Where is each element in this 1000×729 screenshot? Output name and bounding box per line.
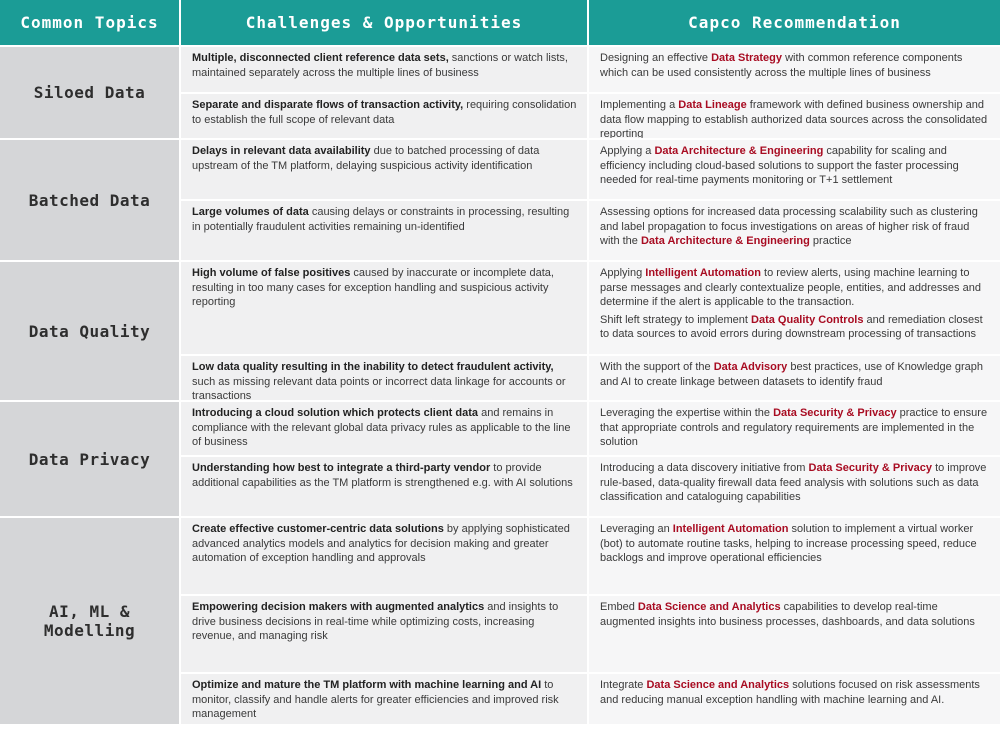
challenges-data-quality — [181, 262, 589, 402]
challenge-text: requiring consolidation to establish the full scope of relevant data — [192, 99, 577, 126]
recommendation-text: Integrate — [600, 679, 647, 691]
practice-highlight: Data Security & Privacy — [773, 407, 897, 419]
practice-highlight: Intelligent Automation — [672, 523, 789, 535]
recommendation-text: practice to ensure that appropriate controls and regulatory requirements are implemented in the solution — [600, 407, 988, 448]
recommendation-text: to improve rule-based, data-quality firewall data feed analysis with solutions such as data classification and cataloguing capabilities — [600, 462, 987, 503]
topic-ai-ml-modelling: AI, ML & Modelling — [0, 518, 181, 726]
practice-highlight: Data Science and Analytics — [646, 679, 790, 691]
challenge-text: to monitor, classify and handle alerts for greater efficiencies and improved risk management — [192, 679, 559, 720]
recommendation-text: practice — [809, 235, 852, 247]
practice-highlight: Data Strategy — [711, 52, 783, 64]
practice-highlight: Data Architecture & Engineering — [640, 235, 810, 247]
recommendation-text: Assessing options for increased data processing scalability such as clustering and label propagation to focus investigations on areas of higher risk of fraud with the — [600, 206, 978, 247]
recommendation-text: Applying — [600, 267, 646, 279]
recommendation-cell — [589, 262, 1000, 356]
recommendation-text: Implementing a — [600, 99, 679, 111]
challenge-bold: Empowering decision makers with augmented analytics — [192, 601, 485, 613]
challenge-cell — [181, 518, 587, 596]
topic-data-quality: Data Quality — [0, 262, 181, 402]
challenge-cell — [181, 457, 587, 516]
recommendation-text: Applying a — [600, 145, 655, 157]
practice-highlight: Data Lineage — [678, 99, 747, 111]
challenge-text: and remains in compliance with the relevant global data privacy rules as applicable to the line of business — [192, 407, 571, 448]
challenge-text: and insights to drive business decisions in real-time while optimizing costs, increasing revenue, and managing risk — [192, 601, 559, 642]
topic-siloed-data: Siloed Data — [0, 47, 181, 140]
recommendation-cell — [589, 674, 1000, 724]
challenge-text: by applying sophisticated advanced analytics models and analytics for decision making and greater automation of exception handling and approvals — [192, 523, 570, 564]
challenge-bold: Separate and disparate flows of transaction activity, — [192, 99, 464, 111]
recommendation-cell — [589, 596, 1000, 674]
challenge-text: sanctions or watch lists, maintained separately across the multiple lines of business — [192, 52, 568, 79]
recommendation-cell — [589, 47, 1000, 94]
challenge-text: such as missing relevant data points or incorrect data linkage for accounts or transactions — [192, 375, 566, 400]
recommendations-data-privacy — [589, 402, 1000, 518]
header-common-topics: Common Topics — [0, 0, 181, 47]
recommendation-text: Leveraging an — [600, 523, 673, 535]
header-recommendation: Capco Recommendation — [589, 0, 1000, 47]
recommendation-cell — [589, 201, 1000, 260]
recommendation-text: with common reference components which can be used consistently across the multiple lines of business — [600, 52, 963, 79]
challenge-text: due to batched processing of data upstream of the TM platform, delaying suspicious activity identification — [192, 145, 540, 172]
practice-highlight: Data Architecture & Engineering — [654, 145, 824, 157]
practice-highlight: Data Security & Privacy — [808, 462, 933, 474]
practice-highlight: Data Advisory — [713, 361, 788, 373]
recommendation-second-paragraph — [600, 313, 990, 342]
challenges-ai-ml-modelling — [181, 518, 589, 726]
recommendation-text: Designing an effective — [600, 52, 712, 64]
recommendation-text: With the support of the — [600, 361, 714, 373]
challenge-bold: High volume of false positives — [192, 267, 351, 279]
recommendation-text: Embed — [600, 601, 638, 613]
recommendations-data-quality — [589, 262, 1000, 402]
recommendation-text: solution to implement a virtual worker (bot) to automate routine tasks, helping to increase processing speed, reduce backlogs and improve operational efficiencies — [600, 523, 977, 564]
recommendation-text: capability for scaling and efficiency including cloud-based solutions to support the faster processing needed for real-time payments monitoring or T+1 settlement — [600, 145, 959, 186]
practice-highlight: Intelligent Automation — [645, 267, 761, 279]
header-challenges: Challenges & Opportunities — [181, 0, 589, 47]
challenge-cell — [181, 596, 587, 674]
recommendations-ai-ml-modelling — [589, 518, 1000, 726]
recommendation-text: Shift left strategy to implement — [600, 313, 752, 326]
challenge-bold: Create effective customer-centric data solutions — [192, 523, 444, 535]
practice-highlight: Data Science and Analytics — [637, 601, 781, 613]
recommendation-cell — [589, 457, 1000, 516]
challenge-cell — [181, 201, 587, 260]
challenge-cell — [181, 402, 587, 457]
recommendation-cell — [589, 402, 1000, 457]
challenge-cell — [181, 674, 587, 724]
recommendation-cell — [589, 94, 1000, 138]
recommendation-text: framework with defined business ownership and data flow mapping to establish authorized data sources across the consolidated reporting — [600, 99, 988, 138]
challenge-text: causing delays or constraints in processing, resulting in potentially fraudulent activities remaining un-identified — [192, 206, 570, 233]
recommendation-text: Leveraging the expertise within the — [600, 407, 774, 419]
challenge-bold: Delays in relevant data availability — [192, 145, 371, 157]
recommendation-text: and remediation closest to data sources to avoid errors during downstream processing of transactions — [600, 313, 983, 340]
recommendation-text: Introducing a data discovery initiative from — [600, 462, 809, 474]
challenge-cell — [181, 262, 587, 356]
challenge-bold: Understanding how best to integrate a third-party vendor — [192, 462, 491, 474]
challenges-siloed-data — [181, 47, 589, 140]
challenge-bold: Introducing a cloud solution which protects client data — [192, 407, 479, 419]
challenge-bold: Large volumes of data — [192, 206, 309, 218]
recommendations-batched-data — [589, 140, 1000, 262]
recommendations-siloed-data — [589, 47, 1000, 140]
recommendation-text: capabilities to develop real-time augmented insights into business processes, dashboards, and data solutions — [600, 601, 975, 628]
recommendation-text: to review alerts, using machine learning to parse messages and clearly contextualize people, entities, and addresses and determine if the alert is applicable to the transaction. — [600, 267, 981, 308]
recommendation-text: solutions focused on risk assessments and reducing manual exception handling with machine learning and AI. — [600, 679, 980, 706]
challenge-text: caused by inaccurate or incomplete data, resulting in too many cases for exception handling and suspicious activity reporting — [192, 267, 554, 308]
practice-highlight: Data Quality Controls — [751, 313, 864, 326]
challenge-text: to provide additional capabilities as the TM platform is strengthened e.g. with AI solutions — [192, 462, 573, 489]
challenge-bold: Multiple, disconnected client reference data sets, — [192, 52, 449, 64]
challenge-cell — [181, 47, 587, 94]
topic-batched-data: Batched Data — [0, 140, 181, 262]
challenge-bold: Optimize and mature the TM platform with machine learning and AI — [192, 679, 542, 691]
challenge-cell — [181, 140, 587, 201]
challenge-cell — [181, 94, 587, 138]
challenge-bold: Low data quality resulting in the inability to detect fraudulent activity, — [192, 361, 554, 373]
challenge-cell — [181, 356, 587, 400]
recommendation-cell — [589, 356, 1000, 400]
recommendation-cell — [589, 518, 1000, 596]
challenges-batched-data — [181, 140, 589, 262]
recommendation-text: best practices, use of Knowledge graph and AI to create linkage between datasets to identify fraud — [600, 361, 983, 388]
recommendation-cell — [589, 140, 1000, 201]
challenges-data-privacy — [181, 402, 589, 518]
topic-data-privacy: Data Privacy — [0, 402, 181, 518]
